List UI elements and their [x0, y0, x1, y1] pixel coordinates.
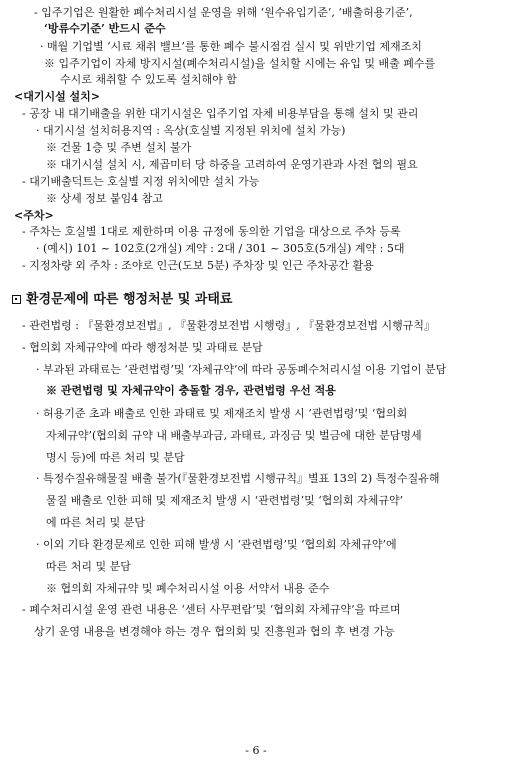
text-line: ※ 입주기업이 자체 방지시설(폐수처리시설)을 설치할 시에는 유입 및 배출 폐수를 [44, 57, 436, 70]
text-line: ※ 건물 1층 및 주변 설치 불가 [46, 141, 192, 154]
text-line: · (예시) 101 ~ 102호(2개실) 계약 : 2대 / 301 ~ 305호(5개실) 계약 : 5대 [36, 242, 405, 255]
text-line: 상기 운영 내용을 변경해야 하는 경우 협의회 및 진흥원과 협의 후 변경 가능 [34, 625, 395, 638]
text-line: · 부과된 과태료는 ‘관련법령’및 ‘자체규약’에 따라 공동폐수처리시설 이용 기업이 분담 [36, 363, 447, 376]
section-heading [12, 293, 232, 307]
square-bullet-icon [12, 295, 21, 304]
text-line: - 공장 내 대기배출을 위한 대기시설은 입주기업 자체 비용부담을 통해 설치 및 관리 [22, 107, 419, 120]
text-line: · 허용기준 초과 배출로 인한 과태료 및 제재조치 발생 시 ‘관련법령’및 ‘협의회 [36, 407, 408, 420]
text-line: ‘방류수기준’ 반드시 준수 [44, 22, 166, 35]
text-line: ※ 상세 정보 붙임4 참고 [46, 192, 163, 205]
text-line: 에 따른 처리 및 분담 [46, 516, 145, 529]
text-line: 수시로 채취할 수 있도록 설치해야 함 [60, 73, 237, 86]
text-line: · 매월 기업별 ‘시료 채취 밸브’를 통한 폐수 불시점검 실시 및 위반기업 제재조치 [40, 40, 422, 53]
text-line: - 협의회 자체규약에 따라 행정처분 및 과태료 분담 [22, 341, 263, 354]
text-line: · 대기시설 설치허용지역 : 옥상(호실별 지정된 위치에 설치 가능) [36, 124, 346, 137]
text-line: - 대기배출덕트는 호실별 지정 위치에만 설치 가능 [22, 175, 260, 188]
text-line: - 지정차량 외 주차 : 조야로 인근(도보 5분) 주차장 및 인근 주차공간 활용 [22, 259, 374, 272]
section-heading-text: 환경문제에 따른 행정처분 및 과태료 [26, 292, 233, 307]
text-line: ※ 관련법령 및 자체규약이 충돌할 경우, 관련법령 우선 적용 [46, 384, 336, 397]
text-line: · 특정수질유해물질 배출 불가(『물환경보전법 시행규칙』별표 13의 2) 특정수질유해 [36, 472, 440, 485]
text-line: 명시 등)에 따른 처리 및 분담 [46, 451, 185, 464]
text-line: - 관련법령 : 『물환경보전법』, 『물환경보전법 시행령』, 『물환경보전법 시행규칙』 [22, 319, 436, 332]
text-line: ※ 대기시설 설치 시, 제곱미터 당 하중을 고려하여 운영기관과 사전 협의 필요 [46, 158, 418, 171]
text-line: ※ 협의회 자체규약 및 폐수처리시설 이용 서약서 내용 준수 [46, 582, 330, 595]
text-line: 자체규약’(협의회 규약 내 배출부과금, 과태료, 과징금 및 벌금에 대한 분담명세 [46, 429, 422, 442]
text-line: - 폐수처리시설 운영 관련 내용은 ‘센터 사무편람’및 ‘협의회 자체규약’을 따르며 [22, 603, 401, 616]
text-line: - 주차는 호실별 1대로 제한하며 이용 규정에 동의한 기업을 대상으로 주차 등록 [22, 225, 401, 238]
text-line: - 입주기업은 원활한 폐수처리시설 운영을 위해 ‘원수유입기준’, ‘배출허용기준’, [34, 6, 413, 19]
section-label: <대기시설 설치> [14, 90, 101, 103]
text-line: · 이외 기타 환경문제로 인한 피해 발생 시 ‘관련법령’및 ‘협의회 자체규약’에 [36, 538, 397, 551]
text-line: 따른 처리 및 분담 [46, 560, 131, 573]
page-number: - 6 - [245, 744, 267, 757]
section-label: <주차> [14, 209, 54, 222]
text-line: 물질 배출로 인한 피해 및 제재조치 발생 시 ‘관련법령’및 ‘협의회 자체규약’ [46, 494, 404, 507]
